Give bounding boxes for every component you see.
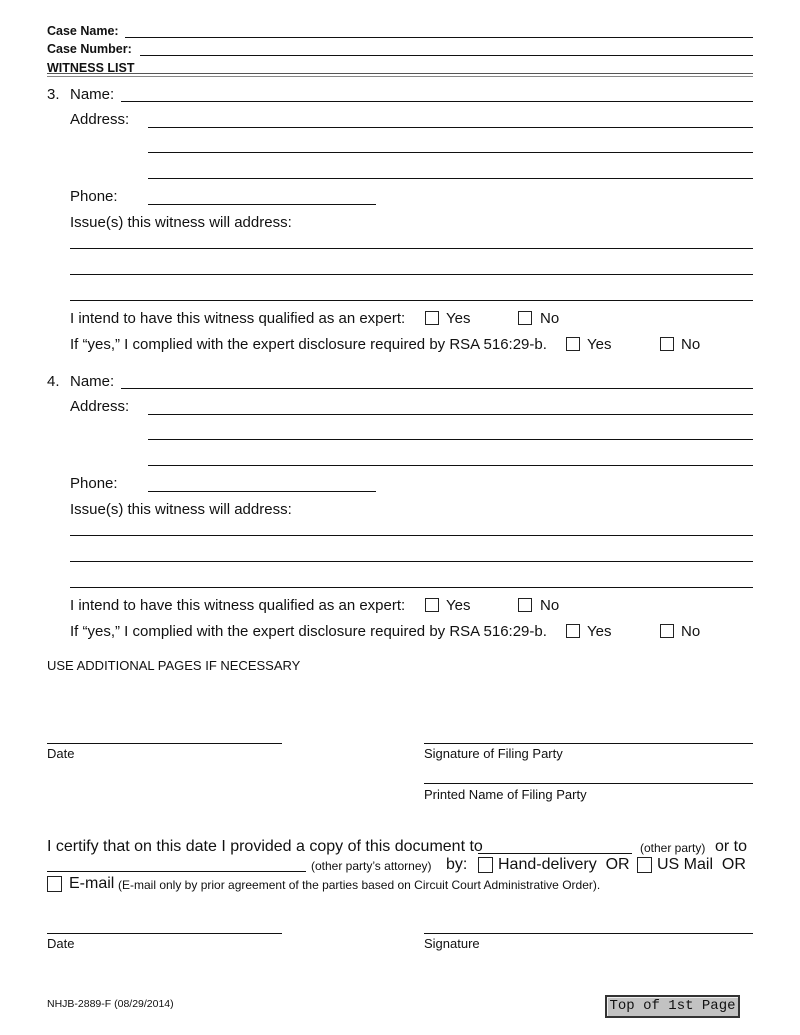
email-note: (E-mail only by prior agreement of the parties based on Circuit Court Administrative Order).	[118, 878, 601, 892]
address-field-2[interactable]	[148, 139, 753, 153]
date-field[interactable]	[47, 730, 282, 744]
other-attorney-field[interactable]	[47, 858, 306, 872]
witness-block-4	[0, 287, 800, 640]
expert-no-label: No	[540, 310, 560, 327]
disclosure-no-checkbox[interactable]	[660, 624, 674, 638]
address-field-3[interactable]	[148, 165, 753, 179]
address-label: Address:	[70, 398, 130, 415]
address-field-1[interactable]	[148, 401, 753, 415]
certify-text: I certify that on this date I provided a copy of this document to	[47, 838, 483, 855]
address-label: Address:	[70, 111, 130, 128]
printed-name-field[interactable]	[424, 770, 753, 784]
printed-name-label: Printed Name of Filing Party	[424, 787, 587, 802]
issues-field-3[interactable]	[70, 574, 753, 588]
email-label: E-mail	[69, 875, 115, 892]
us-mail-checkbox[interactable]	[637, 857, 652, 873]
other-party-field[interactable]	[478, 840, 632, 854]
issues-field-2[interactable]	[70, 261, 753, 275]
signature-label: Signature of Filing Party	[424, 746, 563, 761]
other-party-label: (other party)	[640, 841, 706, 855]
disclosure-question: If “yes,” I complied with the expert disclosure required by RSA 516:29-b.	[70, 623, 547, 640]
expert-no-label: No	[540, 597, 560, 614]
expert-no-checkbox[interactable]	[518, 598, 532, 612]
expert-yes-label: Yes	[446, 310, 471, 327]
email-checkbox[interactable]	[47, 876, 62, 892]
disclosure-yes-label: Yes	[587, 623, 612, 640]
address-field-1[interactable]	[148, 114, 753, 128]
issues-field-1[interactable]	[70, 235, 753, 249]
date-label: Date	[47, 746, 75, 761]
name-field[interactable]	[121, 375, 753, 389]
expert-question: I intend to have this witness qualified as an expert:	[70, 597, 406, 614]
form-id: NHJB-2889-F (08/29/2014)	[47, 998, 174, 1010]
witness-number: 4.	[47, 373, 60, 390]
by-text: by:	[446, 856, 468, 873]
phone-label: Phone:	[70, 475, 118, 492]
issues-field-1[interactable]	[70, 522, 753, 536]
address-field-2[interactable]	[148, 426, 753, 440]
name-field[interactable]	[121, 88, 753, 102]
issues-label: Issue(s) this witness will address:	[70, 214, 292, 231]
case-name-label: Case Name:	[47, 24, 119, 38]
issues-label: Issue(s) this witness will address:	[70, 501, 292, 518]
cert-date-field[interactable]	[47, 920, 282, 934]
disclosure-no-label: No	[681, 336, 701, 353]
disclosure-no-label: No	[681, 623, 701, 640]
additional-pages-note: USE ADDITIONAL PAGES IF NECESSARY	[47, 658, 301, 673]
other-attorney-label: (other party’s attorney)	[311, 859, 432, 873]
expert-question: I intend to have this witness qualified as an expert:	[70, 310, 406, 327]
hand-delivery-label: Hand-delivery OR	[498, 856, 630, 873]
cert-signature-label: Signature	[424, 936, 480, 951]
expert-yes-label: Yes	[446, 597, 471, 614]
signature-field[interactable]	[424, 730, 753, 744]
case-number-label: Case Number:	[47, 42, 132, 56]
issues-field-2[interactable]	[70, 548, 753, 562]
phone-label: Phone:	[70, 188, 118, 205]
phone-field[interactable]	[148, 478, 376, 492]
address-field-3[interactable]	[148, 452, 753, 466]
expert-yes-checkbox[interactable]	[425, 598, 439, 612]
disclosure-question: If “yes,” I complied with the expert disclosure required by RSA 516:29-b.	[70, 336, 547, 353]
us-mail-label: US Mail OR	[657, 856, 746, 873]
witness-block-3	[0, 0, 800, 353]
top-of-first-page-button[interactable]: Top of 1st Page	[605, 995, 740, 1018]
name-label: Name:	[70, 373, 115, 390]
cert-date-label: Date	[47, 936, 75, 951]
witness-number: 3.	[47, 86, 60, 103]
phone-field[interactable]	[148, 191, 376, 205]
witness-list-title: WITNESS LIST	[47, 61, 135, 75]
or-to-text: or to	[715, 838, 748, 855]
hand-delivery-checkbox[interactable]	[478, 857, 493, 873]
disclosure-yes-checkbox[interactable]	[566, 624, 580, 638]
cert-signature-field[interactable]	[424, 920, 753, 934]
name-label: Name:	[70, 86, 115, 103]
disclosure-yes-label: Yes	[587, 336, 612, 353]
